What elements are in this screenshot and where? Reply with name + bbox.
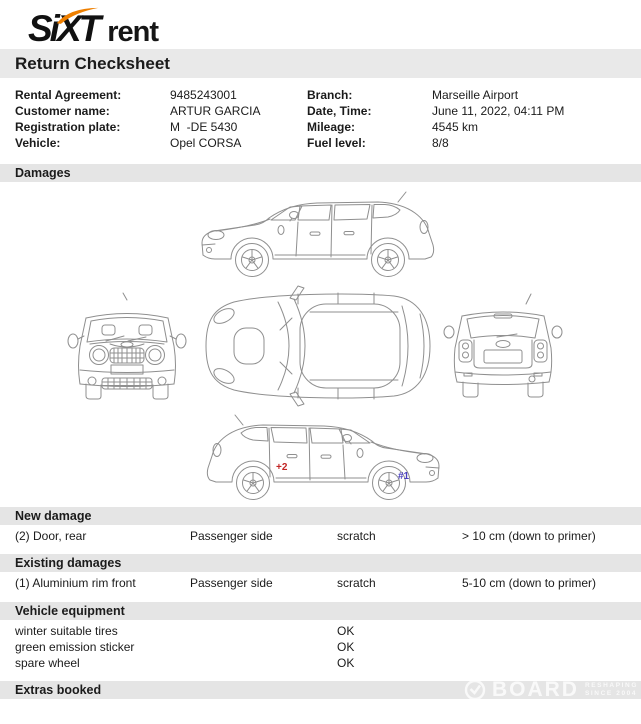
date-time-label: Date, Time:	[307, 104, 372, 118]
existing-damage-size: 5-10 cm (down to primer)	[462, 576, 597, 590]
fuel-level-value: 8/8	[432, 136, 449, 150]
new-damage-section-header: New damage	[0, 507, 641, 525]
date-time-value: June 11, 2022, 04:11 PM	[432, 104, 565, 118]
vehicle-damage-diagram	[0, 182, 641, 507]
rental-info-block	[0, 78, 641, 155]
car-side-view-top	[195, 187, 445, 285]
rental-info-left-column	[0, 87, 307, 151]
new-damage-marker: +2	[276, 462, 288, 473]
vehicle-equipment-section-header: Vehicle equipment	[0, 602, 641, 620]
mileage-value: 4545 km	[432, 120, 479, 134]
board-shield-icon	[464, 679, 486, 701]
customer-name-value: ARTUR GARCIA	[170, 104, 261, 118]
vehicle-equipment-list	[0, 620, 641, 671]
fuel-level-label: Fuel level:	[307, 136, 366, 150]
rental-agreement-label: Rental Agreement:	[15, 88, 122, 102]
equipment-status: OK	[337, 624, 355, 638]
new-damage-side: Passenger side	[190, 529, 273, 543]
existing-damages-section-header: Existing damages	[0, 554, 641, 572]
existing-damage-side: Passenger side	[190, 576, 273, 590]
sixt-rent-text: rent	[107, 16, 159, 48]
vehicle-label: Vehicle:	[15, 136, 61, 150]
equipment-row	[0, 655, 641, 671]
rental-agreement-value: 9485243001	[170, 88, 237, 102]
sixt-logo	[0, 0, 641, 49]
equipment-item: winter suitable tires	[15, 624, 118, 638]
board-watermark-tagline: RESHAPING SINCE 2004	[584, 682, 638, 697]
rental-info-right-column	[307, 87, 641, 151]
registration-plate-value: M -DE 5430	[170, 120, 238, 134]
equipment-item: spare wheel	[15, 656, 80, 670]
existing-damage-type: scratch	[337, 576, 376, 590]
damages-section-header: Damages	[0, 164, 641, 182]
new-damage-type: scratch	[337, 529, 376, 543]
existing-damage-marker: #1	[398, 471, 410, 482]
customer-name-label: Customer name:	[15, 104, 110, 118]
branch-label: Branch:	[307, 88, 353, 102]
board-watermark	[464, 676, 638, 704]
car-front-view	[66, 292, 188, 406]
page-title: Return Checksheet	[0, 49, 641, 78]
car-side-view-bottom	[196, 410, 446, 508]
existing-damage-part: (1) Aluminium rim front	[15, 576, 136, 590]
existing-damage-row	[0, 572, 641, 597]
extras-booked-title: Extras booked	[15, 683, 102, 697]
registration-plate-label: Registration plate:	[15, 120, 121, 134]
car-rear-view	[442, 292, 564, 404]
branch-value: Marseille Airport	[432, 88, 519, 102]
car-top-view	[198, 280, 438, 412]
new-damage-size: > 10 cm (down to primer)	[462, 529, 596, 543]
equipment-row	[0, 639, 641, 655]
new-damage-part: (2) Door, rear	[15, 529, 87, 543]
new-damage-row	[0, 525, 641, 550]
mileage-label: Mileage:	[307, 120, 356, 134]
extras-booked-section-header	[0, 678, 641, 701]
equipment-row	[0, 623, 641, 639]
equipment-item: green emission sticker	[15, 640, 135, 654]
sixt-brand-text: SiXT	[28, 8, 99, 49]
equipment-status: OK	[337, 656, 355, 670]
vehicle-value: Opel CORSA	[170, 136, 242, 150]
board-watermark-text: BOARD	[491, 678, 579, 701]
equipment-status: OK	[337, 640, 355, 654]
